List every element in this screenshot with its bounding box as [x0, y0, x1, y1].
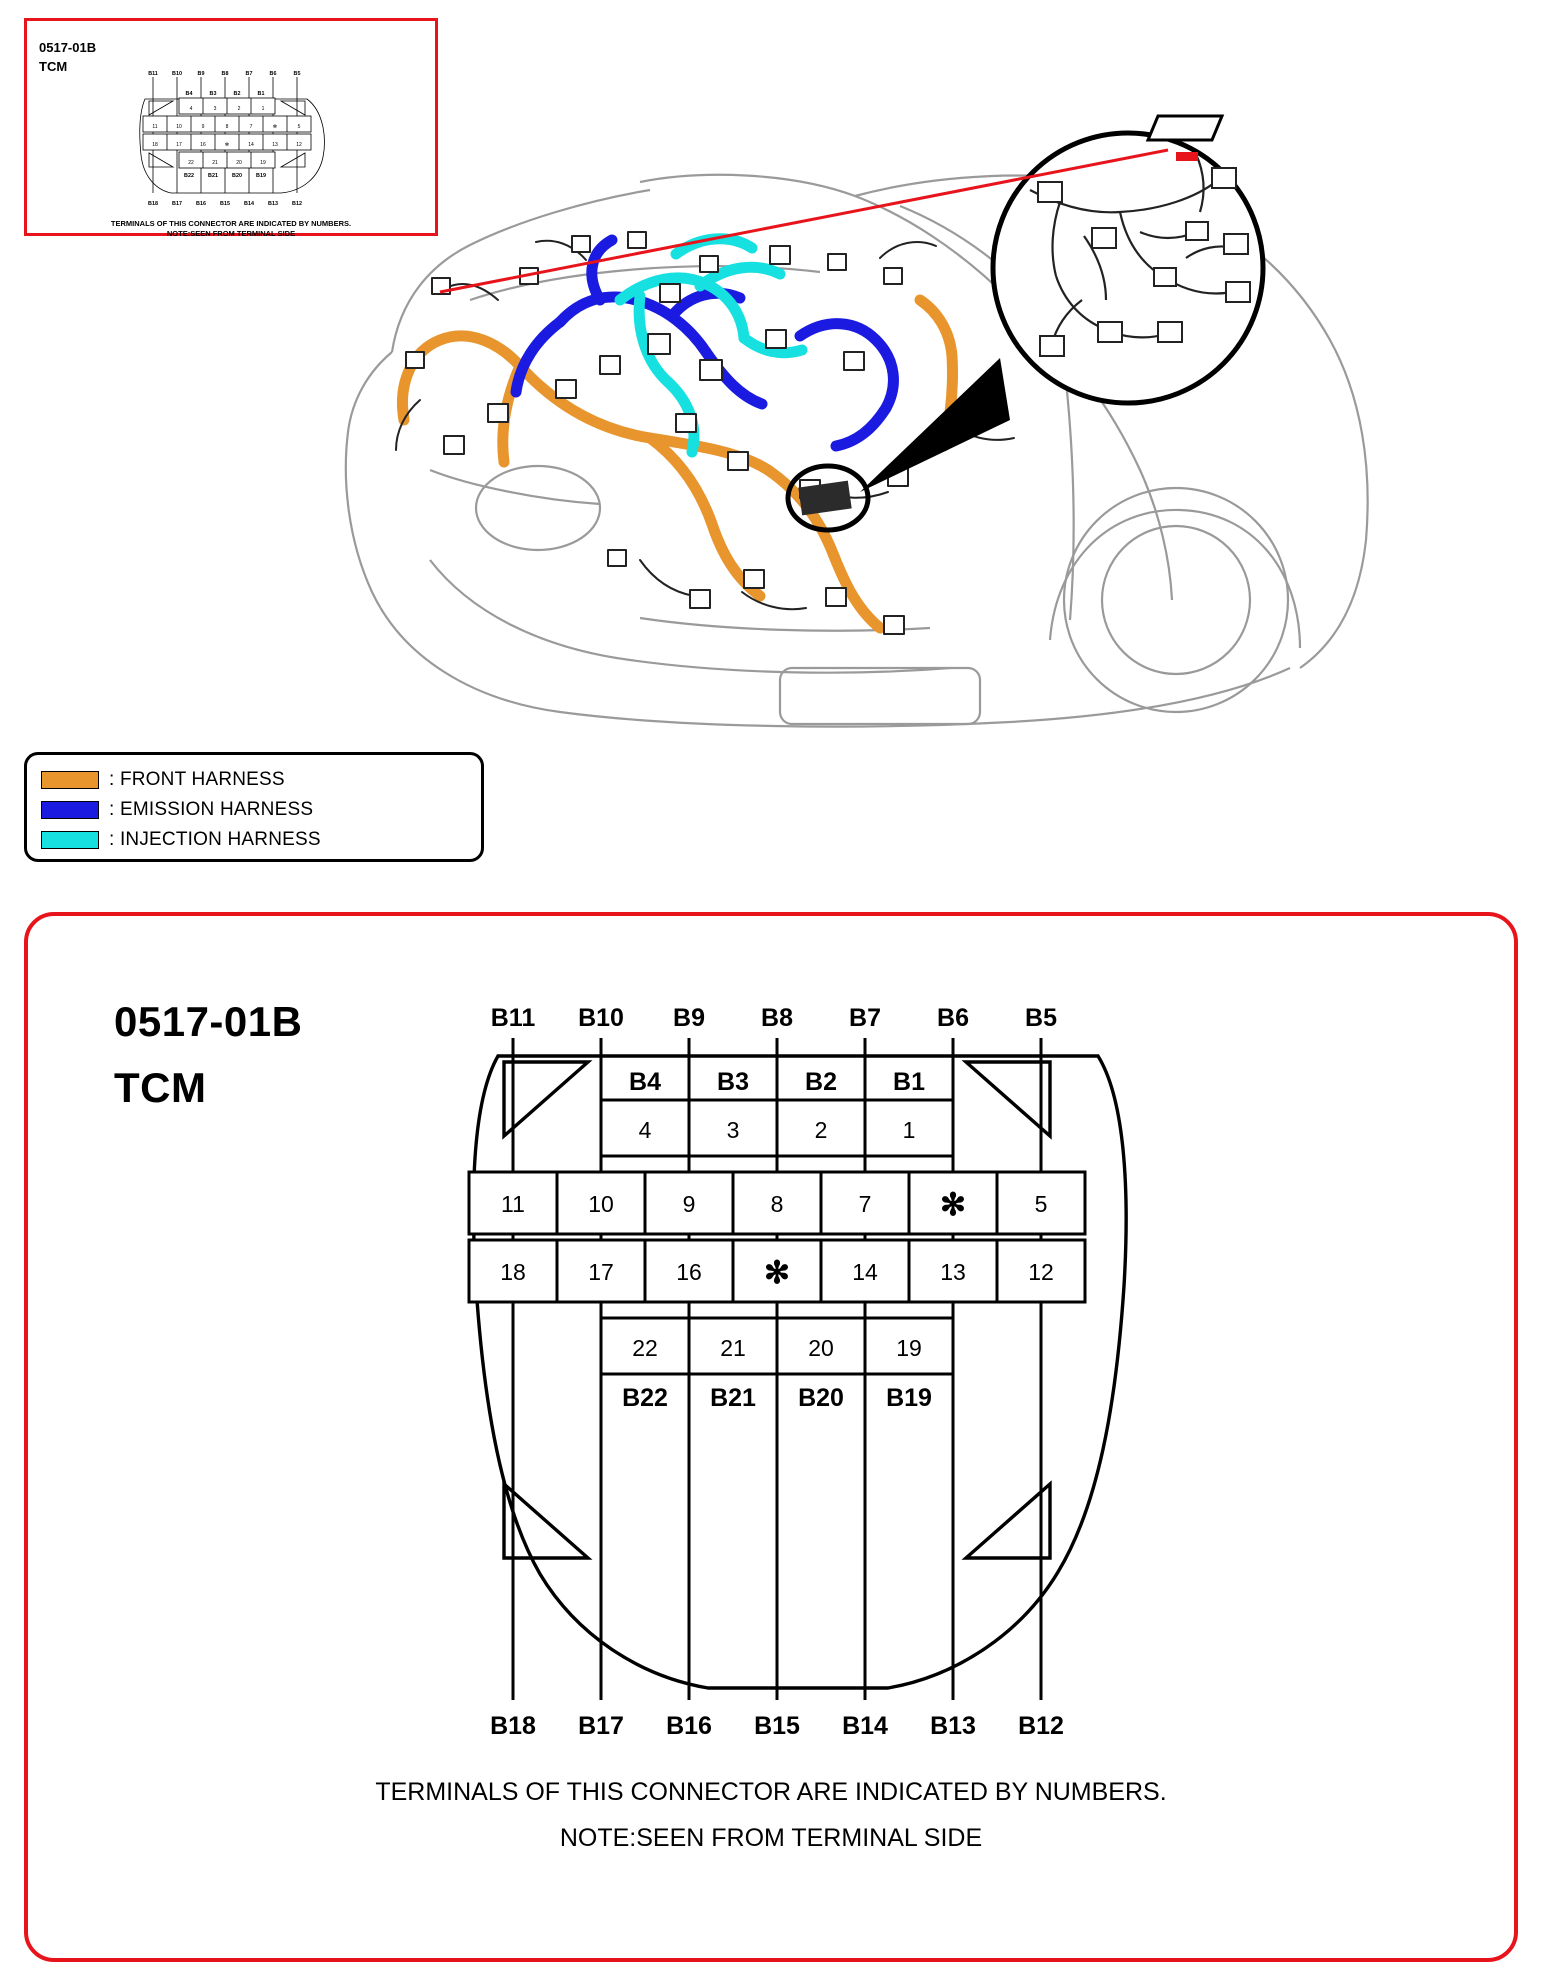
- svg-text:B4: B4: [629, 1068, 661, 1096]
- svg-text:B19: B19: [256, 173, 266, 179]
- svg-text:8: 8: [225, 124, 229, 130]
- svg-text:B11: B11: [148, 71, 158, 77]
- svg-text:B12: B12: [1018, 1712, 1064, 1740]
- svg-text:B19: B19: [886, 1384, 932, 1412]
- svg-text:B15: B15: [754, 1712, 800, 1740]
- svg-text:B1: B1: [893, 1068, 925, 1096]
- svg-text:14: 14: [248, 142, 254, 148]
- svg-text:B13: B13: [268, 201, 278, 207]
- svg-text:21: 21: [212, 160, 218, 166]
- svg-text:5: 5: [297, 124, 301, 130]
- svg-text:5: 5: [1034, 1191, 1048, 1217]
- svg-text:13: 13: [272, 142, 278, 148]
- svg-text:17: 17: [176, 142, 182, 148]
- svg-text:✻: ✻: [940, 1187, 966, 1222]
- svg-text:10: 10: [588, 1191, 614, 1217]
- svg-text:10: 10: [176, 124, 182, 130]
- callout-name: TCM: [39, 58, 68, 74]
- svg-text:B6: B6: [269, 71, 277, 77]
- svg-text:B5: B5: [293, 71, 301, 77]
- top-terminal-labels: [491, 1004, 1057, 1032]
- svg-text:B10: B10: [172, 71, 182, 77]
- svg-text:7: 7: [858, 1191, 872, 1217]
- svg-text:2: 2: [237, 106, 241, 112]
- callout-note-line2: NOTE:SEEN FROM TERMINAL SIDE: [166, 229, 296, 239]
- svg-text:B1: B1: [257, 91, 265, 97]
- svg-text:B22: B22: [184, 173, 194, 179]
- panel-name: TCM: [114, 1064, 207, 1111]
- legend-item-injection-harness: [41, 825, 481, 855]
- callout-title: [39, 39, 96, 77]
- svg-text:B9: B9: [197, 71, 205, 77]
- svg-text:B7: B7: [849, 1004, 881, 1032]
- svg-text:B22: B22: [622, 1384, 668, 1412]
- svg-text:B20: B20: [232, 173, 242, 179]
- front-harness-route: [403, 300, 953, 628]
- svg-text:3: 3: [726, 1117, 740, 1143]
- svg-text:22: 22: [188, 160, 194, 166]
- svg-text:B2: B2: [805, 1068, 837, 1096]
- svg-text:B8: B8: [761, 1004, 793, 1032]
- svg-text:B14: B14: [842, 1712, 888, 1740]
- svg-text:B5: B5: [1025, 1004, 1057, 1032]
- legend-item-front-harness: [41, 765, 481, 795]
- svg-text:B17: B17: [172, 201, 182, 207]
- svg-text:✻: ✻: [224, 142, 230, 148]
- svg-text:B15: B15: [220, 201, 230, 207]
- tcm-connector-detail-panel: [24, 912, 1518, 1962]
- svg-text:✻: ✻: [272, 124, 278, 130]
- panel-note-line1: TERMINALS OF THIS CONNECTOR ARE INDICATED BY NUMBERS.: [375, 1778, 1167, 1806]
- svg-text:20: 20: [236, 160, 242, 166]
- svg-text:2: 2: [814, 1117, 828, 1143]
- svg-text:B2: B2: [233, 91, 241, 97]
- panel-note-line2: NOTE:SEEN FROM TERMINAL SIDE: [559, 1824, 983, 1852]
- svg-text:B4: B4: [185, 91, 193, 97]
- callout-note: [27, 219, 435, 239]
- svg-text:B6: B6: [937, 1004, 969, 1032]
- svg-text:B9: B9: [673, 1004, 705, 1032]
- svg-text:16: 16: [676, 1259, 702, 1285]
- svg-text:8: 8: [770, 1191, 784, 1217]
- svg-text:B7: B7: [245, 71, 253, 77]
- legend-label-emission-harness: : EMISSION HARNESS: [109, 799, 314, 820]
- tcm-callout-thumbnail: [24, 18, 438, 239]
- svg-text:B12: B12: [292, 201, 302, 207]
- svg-text:4: 4: [638, 1117, 652, 1143]
- svg-text:B20: B20: [798, 1384, 844, 1412]
- svg-text:3: 3: [213, 106, 217, 112]
- svg-text:B16: B16: [666, 1712, 712, 1740]
- svg-text:18: 18: [152, 142, 158, 148]
- svg-text:16: 16: [200, 142, 206, 148]
- svg-text:✻: ✻: [764, 1255, 790, 1290]
- connector-pinout-diagram: [458, 986, 1138, 1766]
- svg-text:B13: B13: [930, 1712, 976, 1740]
- legend-swatch-front-harness: [41, 771, 99, 789]
- svg-text:19: 19: [896, 1335, 922, 1361]
- svg-text:B14: B14: [244, 201, 254, 207]
- legend-swatch-emission-harness: [41, 801, 99, 819]
- panel-code: 0517-01B: [114, 998, 303, 1045]
- svg-text:22: 22: [632, 1335, 658, 1361]
- svg-text:11: 11: [501, 1191, 525, 1217]
- svg-text:B3: B3: [209, 91, 217, 97]
- svg-text:12: 12: [1028, 1259, 1054, 1285]
- legend-label-front-harness: : FRONT HARNESS: [109, 769, 285, 790]
- legend-label-injection-harness: : INJECTION HARNESS: [109, 829, 321, 850]
- svg-text:9: 9: [201, 124, 205, 130]
- svg-text:B21: B21: [208, 173, 218, 179]
- bottom-terminal-labels: [490, 1712, 1064, 1740]
- callout-connector-diagram: [131, 65, 341, 215]
- legend-item-emission-harness: [41, 795, 481, 825]
- svg-text:B21: B21: [710, 1384, 756, 1412]
- svg-text:21: 21: [720, 1335, 746, 1361]
- svg-text:20: 20: [808, 1335, 834, 1361]
- svg-text:B18: B18: [490, 1712, 536, 1740]
- svg-text:B18: B18: [148, 201, 158, 207]
- svg-text:B10: B10: [578, 1004, 624, 1032]
- svg-text:14: 14: [852, 1259, 878, 1285]
- svg-text:B8: B8: [221, 71, 229, 77]
- svg-text:B16: B16: [196, 201, 206, 207]
- svg-text:4: 4: [189, 106, 193, 112]
- svg-text:13: 13: [940, 1259, 966, 1285]
- callout-note-line1: TERMINALS OF THIS CONNECTOR ARE INDICATED BY NUMBERS.: [110, 219, 352, 228]
- svg-text:17: 17: [588, 1259, 614, 1285]
- svg-text:B17: B17: [578, 1712, 624, 1740]
- magnifier-pointer: [860, 358, 1010, 492]
- svg-text:B11: B11: [490, 1004, 536, 1032]
- callout-code: 0517-01B: [39, 40, 97, 55]
- svg-text:19: 19: [260, 160, 266, 166]
- harness-routes: [396, 232, 1014, 634]
- svg-text:1: 1: [902, 1117, 916, 1143]
- svg-text:9: 9: [682, 1191, 696, 1217]
- svg-text:12: 12: [296, 142, 302, 148]
- svg-text:1: 1: [261, 106, 265, 112]
- legend-swatch-injection-harness: [41, 831, 99, 849]
- svg-text:B3: B3: [717, 1068, 749, 1096]
- svg-text:11: 11: [152, 124, 158, 130]
- svg-text:18: 18: [500, 1259, 526, 1285]
- svg-text:7: 7: [249, 124, 253, 130]
- harness-legend: [24, 752, 484, 862]
